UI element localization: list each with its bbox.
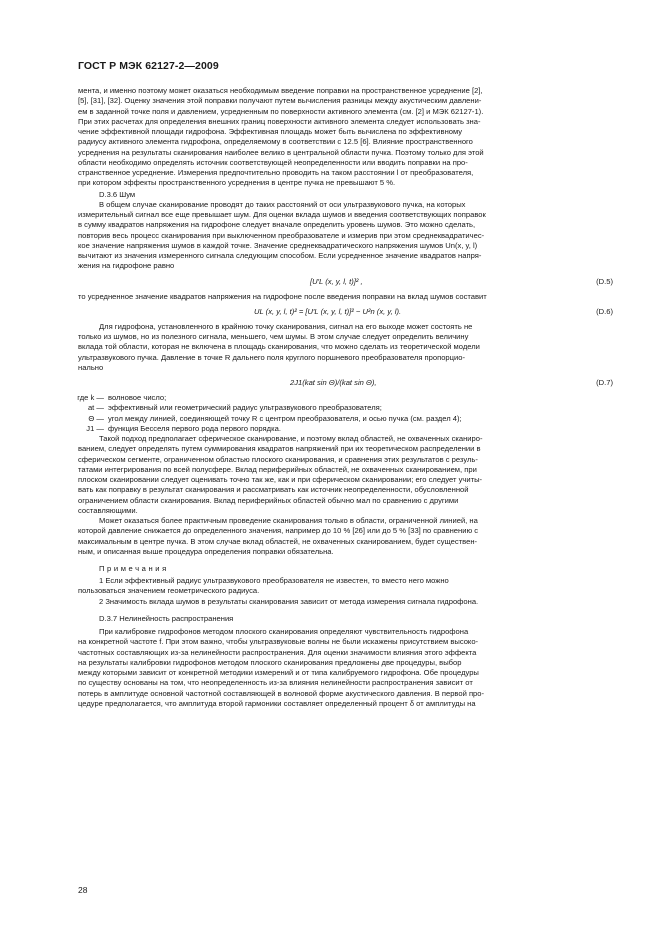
equation-number: (D.7)	[596, 378, 613, 387]
equation-formula: [U′L (x, y, l, t)]² ,	[310, 276, 363, 286]
text-line: в сумму квадратов напряжения на гидрофоне следует вначале определить уровень шумов. Это можно сделать,	[78, 220, 476, 230]
text-line: В общем случае сканирование проводят до таких расстояний от оси ультразвукового пучка, на которых	[99, 199, 466, 209]
equation-number: (D.6)	[596, 306, 613, 316]
section-heading-d37: D.3.7 Нелинейность распространения	[99, 613, 234, 623]
text-line: то усредненное значение квадратов напряжения на гидрофоне после введения поправки на вклад шумов составит	[78, 291, 487, 301]
text-line: на конкретной частоте f. При этом важно, чтобы ультразвуковые волны не были искажены присутствием высоко-	[78, 637, 479, 647]
text-line: радиусу активного элемента гидрофона, определяемому в соответствии с 12.5 [6]. Влияние пространственного	[78, 137, 473, 147]
definition-item	[78, 414, 613, 424]
definition-symbol: at —	[87, 403, 104, 413]
note-2: 2 Значимость вклада шумов в результаты сканирования зависит от метода измерения сигнала гидрофона.	[99, 596, 479, 606]
equation-d5	[78, 272, 613, 292]
text-line: Может оказаться более практичным проведение сканирования только в области, ограниченной линией, на	[99, 516, 478, 525]
definitions-list	[78, 393, 613, 434]
text-line: ным, и описанная выше процедура определения поправки обязательна.	[78, 546, 334, 556]
section-heading-d36: D.3.6 Шум	[99, 189, 136, 199]
equation-d6	[78, 302, 613, 322]
text-line: частотных составляющих из-за нелинейности распространения. Для оценки значимости влияния этого эффекта	[78, 647, 477, 657]
text-line: усреднения на результаты сканирования наиболее велико в центральной области пучка. Поэтому только для этой	[78, 147, 484, 157]
text-line: пользоваться значением геометрического радиуса.	[78, 586, 260, 596]
text-line: ультразвукового пучка. Давление в точке R дальнего поля круглого поршневого преобразователя пропорцио-	[78, 352, 465, 362]
text-line: вать как поправку в результат сканирования и рассматривать как источник неопределенности, обусловленной	[78, 485, 469, 495]
text-line: которой давление снижается до определенного значения, например до 10 % [26] или до 5 % [33] по сравнению с	[78, 526, 479, 536]
text-line: на результаты калибровки гидрофонов методом плоского сканирования предложены две процедуры, выбор	[78, 657, 462, 667]
text-line: сферическом сегменте, ограниченном областью плоского сканирования, и сравнения этих результатов с резуль-	[78, 454, 478, 464]
definition-item	[78, 424, 613, 434]
equation-formula: 2J1(kat sin Θ)/(kat sin Θ),	[290, 378, 377, 387]
page-number: 28	[78, 885, 88, 895]
text-line: вычитают из значения измеренного сигнала следующим способом. Если усредненное значение квадратов напря-	[78, 251, 482, 260]
text-line: 1 Если эффективный радиус ультразвукового преобразователя не известен, то вместо него можно	[99, 576, 449, 585]
definition-item	[78, 403, 613, 413]
paragraph-spatial-averaging	[78, 86, 613, 189]
text-line: между которыми зависит от конкретной методики измерений и от типа калибруемого гидрофона. Обе процедуры	[78, 668, 479, 677]
text-line: потерь в амплитуде основной частотной составляющей в волновой форме акустического давления. В первой про-	[78, 688, 485, 698]
text-line: кое значение напряжения шумов в каждой точке. Значение среднеквадратического напряжения шумов Un(x, y, l)	[78, 240, 478, 250]
text-line: вклада той области, которая не включена в площадь сканирования, что можно сделать из теоретической модели	[78, 342, 480, 352]
text-line: жения на гидрофоне равно	[78, 261, 175, 271]
definition-item	[78, 393, 613, 403]
equation-d7	[78, 373, 613, 393]
document-page	[78, 60, 613, 709]
equation-number: (D.5)	[596, 276, 613, 286]
definition-text: угол между линией, соединяющей точку R с центром преобразователя, и осью пучка (см. раздел 4);	[108, 413, 462, 423]
paragraph-hydrophone-edge	[78, 322, 613, 373]
text-line: максимальным в центре пучка. В этом случае вклад областей, не охваченных сканированием, будет существен-	[78, 536, 478, 546]
text-line: по существу основаны на том, что неопределенность из-за влияния нелинейности распространения зависит от	[78, 678, 473, 688]
definition-text: функция Бесселя первого рода первого порядка.	[108, 423, 281, 433]
text-line: При этих расчетах для определения внешних границ поверхности активного элемента следует использовать зна-	[78, 116, 481, 126]
text-line: плоском сканировании следует оценивать точно так же, как и при сферическом сканировании; его следует учиты-	[78, 475, 483, 484]
text-line: области необходимо определять источник соответствующей неопределенности или вводить поправки на про-	[78, 157, 468, 167]
text-line: ванием, следует определять путем суммирования квадратов напряжений при их теоретическом распределении в	[78, 444, 481, 454]
definition-symbol: Θ —	[88, 413, 104, 423]
notes-title: Примечания	[99, 564, 169, 573]
text-line: Для гидрофона, установленного в крайнюю точку сканирования, сигнал на его выходе может состоять не	[99, 321, 473, 331]
paragraph-practical-scan	[78, 516, 613, 557]
text-line: При калибровке гидрофонов методом плоского сканирования определяют чувствительность гидрофона	[99, 627, 469, 636]
text-line: при котором эффекты пространственного усреднения в центре пучка не превышают 5 %.	[78, 178, 396, 188]
equation-formula: UL (x, y, l, t)² = [U′L (x, y, l, t)]² − U²n (x, y, l).	[254, 306, 402, 316]
text-line: только из шумов, но из полезного сигнала, меньшего, чем шумы. В этом случае следует определить величину	[78, 332, 469, 341]
paragraph-noise	[78, 200, 613, 272]
text-line: ем в заданной точке поля и давлением, усредненным по поверхности активного элемента (см. [2] и МЭК 62127-1).	[78, 106, 484, 116]
text-line: измерительный сигнал все еще превышает шум. Для оценки вклада шумов и введения соответствующих поправок	[78, 210, 486, 219]
text-line: чение эффективной площади гидрофона. Эффективная площадь может быть вычислена по эффективному	[78, 127, 463, 136]
text-line: мента, и именно поэтому может оказаться необходимым введение поправки на пространственное усреднение [2],	[78, 86, 483, 95]
definition-symbol: J1 —	[86, 423, 104, 433]
text-line: составляющими.	[78, 505, 138, 515]
text-line: ограничением области сканирования. Вклад периферийных областей обычно мал по сравнению с другими	[78, 495, 459, 505]
definition-text: эффективный или геометрический радиус ультразвукового преобразователя;	[108, 403, 382, 413]
text-line: странственное усреднение. Измерения предпочтительно проводить на таком расстоянии l от преобразователя,	[78, 168, 474, 177]
text-line: нально	[78, 362, 104, 372]
text-line: цедуре предполагается, что амплитуда второй гармоники составляет определенный процент δ от амплитуды на	[78, 698, 476, 708]
paragraph-nonlinearity	[78, 627, 613, 709]
text-line: [5], [31], [32]. Оценку значения этой поправки получают путем вычисления разницы между акустическим давлени-	[78, 96, 482, 106]
text-line: повторив весь процесс сканирования при выключенном преобразователе и измерив при этом среднеквадратичес-	[78, 230, 485, 240]
document-header: ГОСТ Р МЭК 62127-2—2009	[78, 60, 219, 72]
text-line: татами интегрирования по всей полусфере. Вклад периферийных областей, не охваченных сканированием, при	[78, 464, 477, 474]
definition-symbol: где k —	[77, 393, 104, 402]
definition-text: волновое число;	[108, 393, 167, 402]
paragraph-spherical-scan	[78, 434, 613, 516]
note-1	[78, 576, 613, 597]
text-line: Такой подход предполагает сферическое сканирование, и поэтому вклад областей, не охваченных сканиро-	[99, 434, 483, 443]
